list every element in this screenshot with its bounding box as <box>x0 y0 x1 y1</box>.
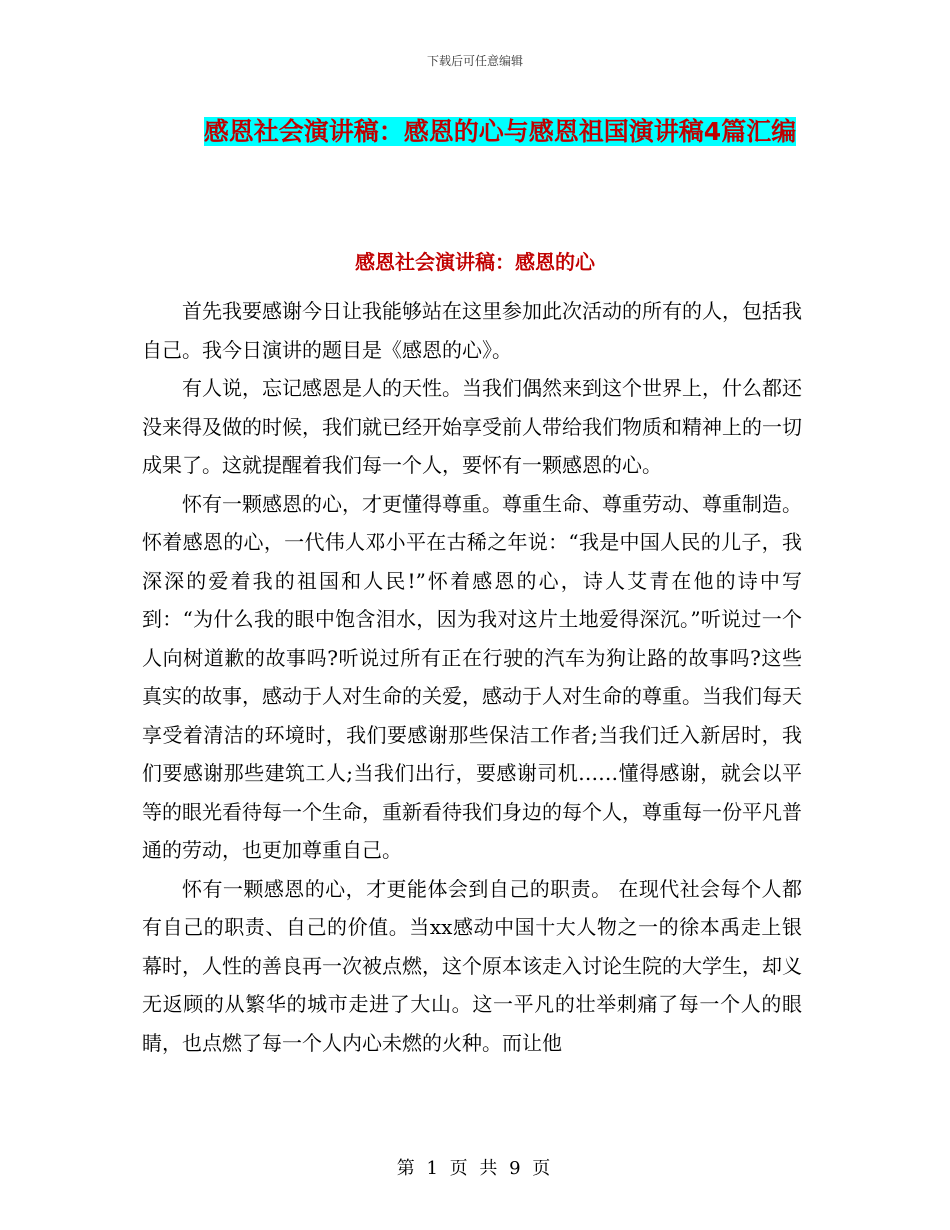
section-title: 感恩社会演讲稿：感恩的心 <box>355 250 595 274</box>
paragraph: 首先我要感谢今日让我能够站在这里参加此次活动的所有的人，包括我自己。我今日演讲的题目是《感恩的心》。 <box>142 299 802 362</box>
paragraph: 怀有一颗感恩的心，才更懂得尊重。尊重生命、尊重劳动、尊重制造。怀着感恩的心，一代伟人邓小平在古稀之年说：“我是中国人民的儿子，我深深的爱着我的祖国和人民!”怀着感恩的心，诗人艾青在他的诗中写到：“为什么我的眼中饱含泪水，因为我对这片土地爱得深沉。”听说过一个人向树道歉的故事吗?听说过所有正在行驶的汽车为狗让路的故事吗?这些真实的故事，感动于人对生命的关爱，感动于人对生命的尊重。当我们每天享受着清洁的环境时，我们要感谢那些保洁工作者;当我们迁入新居时，我们要感谢那些建筑工人;当我们出行，要感谢司机……懂得感谢，就会以平等的眼光看待每一个生命，重新看待我们身边的每个人，尊重每一份平凡普通的劳动，也更加尊重自己。 <box>142 491 802 862</box>
page-header-note: 下载后可任意编辑 <box>426 54 523 68</box>
paragraph: 怀有一颗感恩的心，才更能体会到自己的职责。 在现代社会每个人都有自己的职责、自己的价值。当xx感动中国十大人物之一的徐本禹走上银幕时，人性的善良再一次被点燃，这个原本该走入讨论生院的大学生，却义无返顾的从繁华的城市走进了大山。这一平凡的壮举刺痛了每一个人的眼睛，也点燃了每一个人内心未燃的火种。而让他 <box>142 876 802 1055</box>
page-number: 第 1 页 共 9 页 <box>396 1158 554 1179</box>
document-title-text: 感恩社会演讲稿：感恩的心与感恩祖国演讲稿4篇汇编 <box>203 117 797 146</box>
document-title <box>190 108 810 156</box>
document-body <box>142 292 802 1062</box>
paragraph: 有人说，忘记感恩是人的天性。当我们偶然来到这个世界上，什么都还没来得及做的时候，我们就已经开始享受前人带给我们物质和精神上的一切成果了。这就提醒着我们每一个人，要怀有一颗感恩的心。 <box>142 376 802 477</box>
